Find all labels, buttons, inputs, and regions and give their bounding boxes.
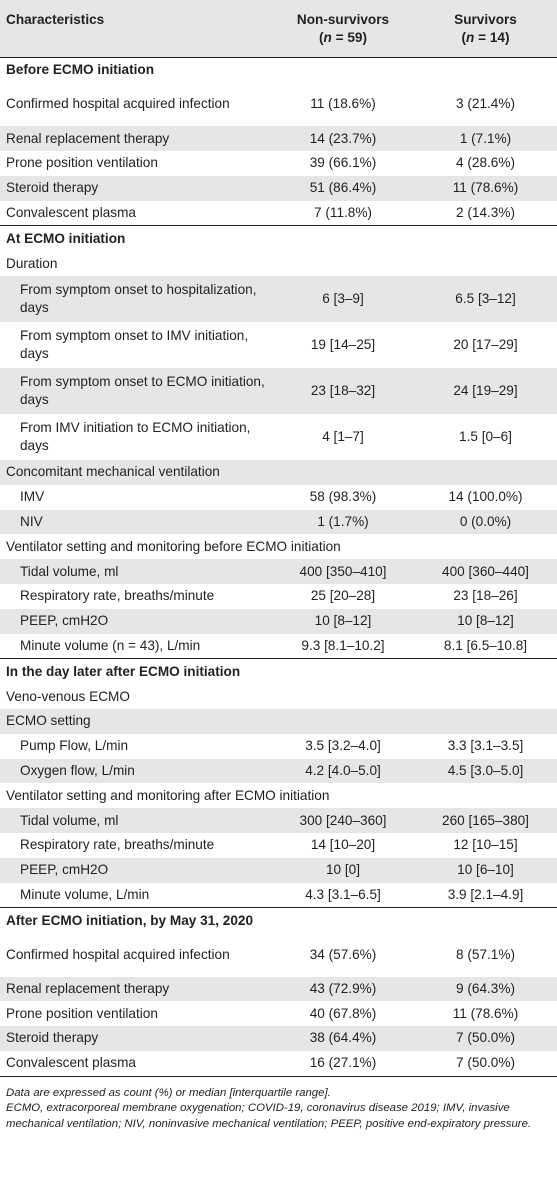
survivors-value: 4.5 [3.0–5.0]	[447, 762, 524, 778]
table-row	[0, 833, 557, 858]
survivors-value: 6.5 [3–12]	[455, 290, 516, 306]
non-survivors-value: 1 (1.7%)	[317, 513, 369, 529]
survivors-value: 8 (57.1%)	[456, 946, 515, 962]
table-row	[0, 1026, 557, 1051]
row-label: Duration	[6, 255, 58, 271]
table-row	[0, 858, 557, 883]
survivors-value: 8.1 [6.5–10.8]	[443, 637, 528, 653]
row-label: ECMO setting	[6, 713, 91, 729]
non-survivors-value	[272, 251, 414, 276]
table-row	[0, 883, 557, 908]
non-survivors-value: 38 (64.4%)	[309, 1030, 377, 1046]
row-label: From symptom onset to IMV initiation, days	[20, 327, 249, 361]
section-header: After ECMO initiation, by May 31, 2020	[0, 908, 557, 933]
non-survivors-value: 14 [10–20]	[310, 837, 376, 853]
non-survivors-value: 10 [8–12]	[314, 613, 372, 629]
survivors-value: 1.5 [0–6]	[459, 428, 512, 444]
footnote-data-expression: Data are expressed as count (%) or median [interquartile range].	[6, 1086, 331, 1099]
non-survivors-value: 6 [3–9]	[322, 290, 364, 306]
row-label: Respiratory rate, breaths/minute	[20, 837, 215, 853]
survivors-value: 3 (21.4%)	[456, 96, 515, 112]
survivors-value	[414, 460, 557, 485]
table-row	[0, 759, 557, 784]
survivors-value: 11 (78.6%)	[452, 180, 519, 196]
non-survivors-value: 51 (86.4%)	[309, 180, 377, 196]
section-header-row	[0, 908, 557, 933]
row-label: From symptom onset to ECMO initiation, days	[20, 373, 265, 407]
table-row	[0, 276, 557, 322]
section-header: At ECMO initiation	[0, 226, 557, 251]
header-non-survivors	[272, 0, 414, 58]
table-row	[0, 1001, 557, 1026]
non-survivors-value	[272, 684, 414, 709]
header-characteristics: Characteristics	[6, 12, 105, 27]
survivors-value: 11 (78.6%)	[452, 1005, 519, 1021]
row-label: NIV	[20, 513, 43, 529]
non-survivors-value: 10 [0]	[325, 862, 360, 878]
non-survivors-value: 58 (98.3%)	[309, 489, 377, 505]
non-survivors-value	[272, 709, 414, 734]
row-label: Tidal volume, ml	[20, 812, 119, 828]
header-non-survivors-label: Non-survivors	[296, 12, 390, 27]
row-label: Oxygen flow, L/min	[20, 762, 135, 778]
non-survivors-value: 4.3 [3.1–6.5]	[305, 886, 381, 902]
row-label: Convalescent plasma	[6, 204, 136, 220]
row-label: Respiratory rate, breaths/minute	[20, 588, 215, 604]
survivors-value	[414, 684, 557, 709]
survivors-value	[414, 251, 557, 276]
non-survivors-value: 3.5 [3.2–4.0]	[305, 738, 381, 754]
survivors-value: 3.3 [3.1–3.5]	[447, 738, 524, 754]
section-header: Before ECMO initiation	[6, 62, 155, 78]
survivors-value: 20 [17–29]	[453, 336, 518, 352]
table-footnotes	[0, 1077, 557, 1133]
table-row	[0, 176, 557, 201]
table-row	[0, 734, 557, 759]
table-row	[0, 684, 557, 709]
survivors-value: 10 [6–10]	[457, 862, 514, 878]
row-label: IMV	[20, 489, 45, 505]
non-survivors-value: 25 [20–28]	[310, 588, 376, 604]
table-row	[0, 783, 557, 808]
row-label: Steroid therapy	[6, 1030, 99, 1046]
survivors-value: 0 (0.0%)	[459, 513, 512, 529]
footnote-abbreviations: ECMO, extracorporeal membrane oxygenation; COVID-19, coronavirus disease 2019; IMV, invasive mechanical ventilation; NIV, noninvasive mechanical ventilation; PEEP, positive end-expiratory pressure.	[6, 1102, 532, 1130]
survivors-value: 7 (50.0%)	[456, 1030, 515, 1046]
table-body	[0, 58, 557, 1077]
non-survivors-value: 400 [350–410]	[299, 563, 387, 579]
table-row	[0, 460, 557, 485]
non-survivors-value: 9.3 [8.1–10.2]	[301, 637, 385, 653]
non-survivors-value: 300 [240–360]	[299, 812, 387, 828]
survivors-value: 260 [165–380]	[442, 812, 529, 828]
header-survivors-label: Survivors	[454, 12, 517, 27]
non-survivors-value: 4 [1–7]	[322, 428, 364, 444]
row-label: Renal replacement therapy	[6, 980, 170, 996]
table-row	[0, 1051, 557, 1076]
row-label: Convalescent plasma	[0, 1051, 272, 1076]
row-label: PEEP, cmH2O	[20, 613, 109, 629]
row-label: Veno-venous ECMO	[6, 688, 130, 704]
row-label: PEEP, cmH2O	[20, 862, 109, 878]
row-label: From symptom onset to hospitalization, days	[20, 281, 257, 315]
survivors-value: 1 (7.1%)	[459, 130, 512, 146]
survivors-value: 14 (100.0%)	[448, 489, 523, 505]
survivors-value: 3.9 [2.1–4.9]	[447, 886, 524, 902]
table-row	[0, 201, 557, 226]
survivors-value: 12 [10–15]	[453, 837, 518, 853]
row-label: From IMV initiation to ECMO initiation, days	[20, 419, 251, 453]
row-label: Steroid therapy	[6, 180, 99, 196]
table-row	[0, 83, 557, 126]
table-row	[0, 534, 557, 559]
non-survivors-value: 43 (72.9%)	[309, 980, 377, 996]
row-label: Ventilator setting and monitoring after ECMO initiation	[6, 787, 330, 803]
survivors-value: 24 [19–29]	[453, 382, 518, 398]
row-label: Minute volume (n = 43), L/min	[20, 637, 201, 653]
row-label: Renal replacement therapy	[6, 130, 170, 146]
header-survivors-n: (n = 14)	[461, 30, 510, 45]
table-row	[0, 510, 557, 535]
non-survivors-value: 16 (27.1%)	[272, 1051, 414, 1076]
non-survivors-value	[272, 460, 414, 485]
non-survivors-value: 14 (23.7%)	[309, 130, 377, 146]
table-row	[0, 709, 557, 734]
survivors-value: 400 [360–440]	[442, 563, 529, 579]
survivors-value: 4 (28.6%)	[456, 155, 515, 171]
row-label: Confirmed hospital acquired infection	[6, 946, 230, 962]
row-label: Pump Flow, L/min	[20, 738, 129, 754]
non-survivors-value: 39 (66.1%)	[309, 155, 377, 171]
header-survivors	[414, 0, 557, 58]
survivors-value: 23 [18–26]	[453, 588, 518, 604]
row-label: Prone position ventilation	[6, 155, 158, 171]
section-header-row	[0, 659, 557, 684]
table-row	[0, 609, 557, 634]
non-survivors-value: 7 (11.8%)	[314, 204, 372, 220]
survivors-value	[414, 709, 557, 734]
non-survivors-value: 19 [14–25]	[310, 336, 376, 352]
table-row	[0, 634, 557, 659]
non-survivors-value: 34 (57.6%)	[309, 946, 377, 962]
table-header-row	[0, 0, 557, 58]
non-survivors-value: 4.2 [4.0–5.0]	[305, 762, 381, 778]
table-row	[0, 808, 557, 833]
survivors-value: 2 (14.3%)	[456, 204, 515, 220]
header-non-survivors-n: (n = 59)	[319, 30, 367, 45]
table-row	[0, 368, 557, 414]
table-row	[0, 559, 557, 584]
row-label: Concomitant mechanical ventilation	[6, 464, 220, 480]
table-row	[0, 151, 557, 176]
section-header: In the day later after ECMO initiation	[0, 659, 557, 684]
row-label: Minute volume, L/min	[20, 886, 150, 902]
row-label: Ventilator setting and monitoring before ECMO initiation	[6, 538, 341, 554]
table-row	[0, 322, 557, 368]
non-survivors-value: 23 [18–32]	[310, 382, 376, 398]
table-row	[0, 414, 557, 460]
table-row	[0, 251, 557, 276]
row-label: Prone position ventilation	[6, 1005, 158, 1021]
table-row	[0, 977, 557, 1002]
table-row	[0, 584, 557, 609]
section-header-row	[0, 226, 557, 251]
non-survivors-value: 11 (18.6%)	[310, 96, 376, 112]
table-row	[0, 126, 557, 151]
row-label: Confirmed hospital acquired infection	[6, 96, 230, 112]
survivors-value: 9 (64.3%)	[456, 980, 515, 996]
table-row	[0, 933, 557, 976]
survivors-value: 7 (50.0%)	[414, 1051, 557, 1076]
non-survivors-value: 40 (67.8%)	[309, 1005, 377, 1021]
survivors-value: 10 [8–12]	[457, 613, 514, 629]
section-header-row	[0, 58, 557, 83]
table-row	[0, 485, 557, 510]
row-label: Tidal volume, ml	[20, 563, 119, 579]
